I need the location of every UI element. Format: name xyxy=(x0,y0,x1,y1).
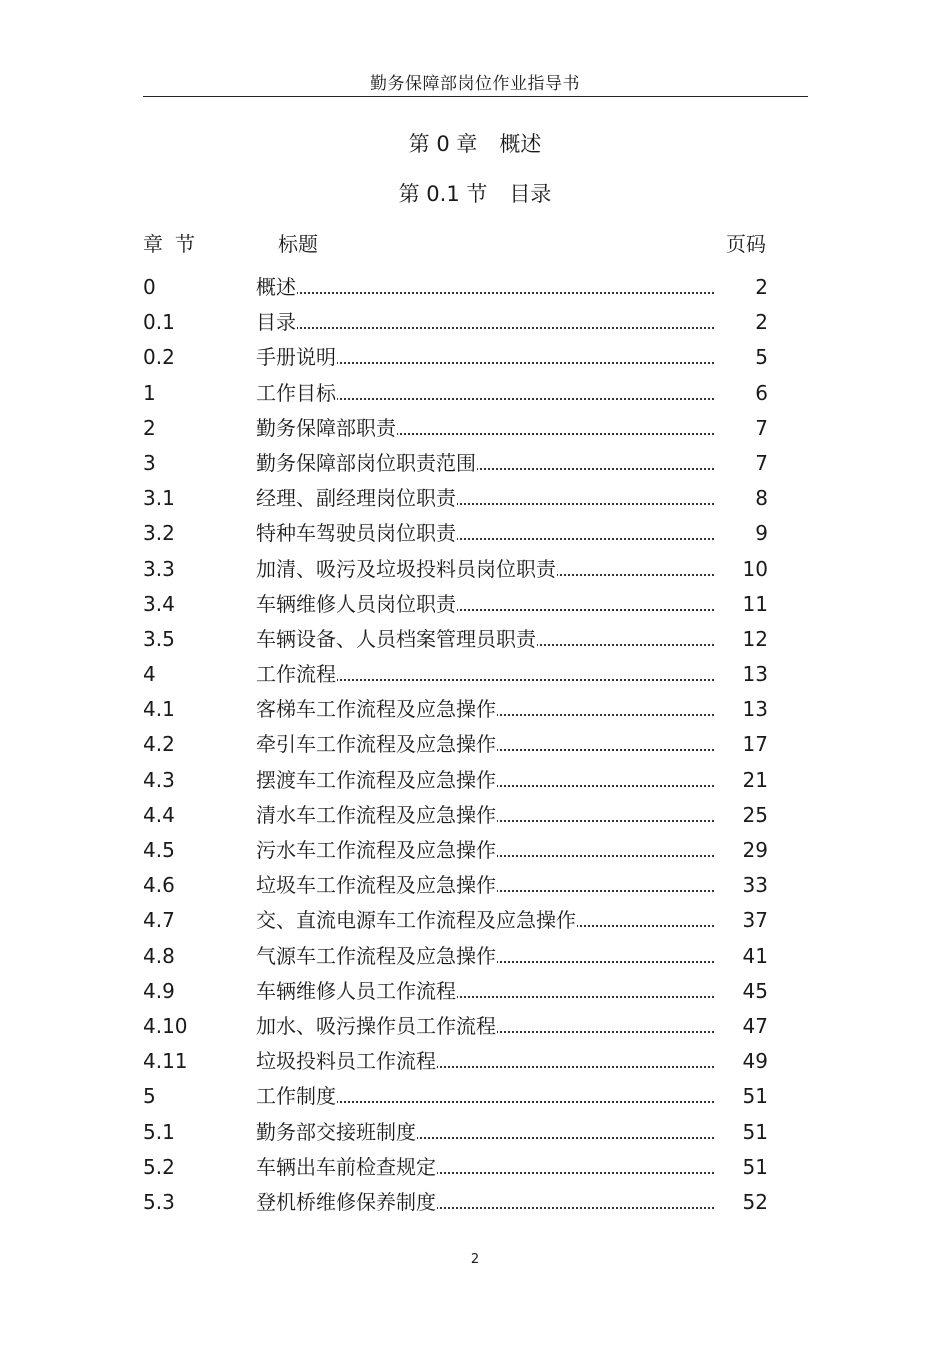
toc-entry-page: 10 xyxy=(742,556,768,581)
toc-entry-page: 5 xyxy=(755,345,768,370)
toc-entry-title: 手册说明 xyxy=(256,345,336,370)
toc-entry-title-cell xyxy=(256,518,714,548)
toc-entry-number: 0 xyxy=(143,275,156,299)
toc-entry-title-cell xyxy=(256,307,714,337)
toc-entry-title: 勤务保障部岗位职责范围 xyxy=(256,450,476,475)
toc-entry-title: 客梯车工作流程及应急操作 xyxy=(256,697,496,722)
toc-entry[interactable] xyxy=(143,1011,783,1046)
toc-entry-number: 5 xyxy=(143,1084,156,1109)
toc-entry-page: 29 xyxy=(742,838,768,862)
toc-entry[interactable] xyxy=(143,1081,783,1116)
toc-entry-title: 交、直流电源车工作流程及应急操作 xyxy=(256,908,576,933)
toc-entry[interactable] xyxy=(143,659,783,694)
toc-entry-title: 概述 xyxy=(256,275,296,299)
toc-entry-title: 勤务部交接班制度 xyxy=(256,1119,416,1144)
toc-entry-title: 加水、吸污操作员工作流程 xyxy=(256,1013,496,1038)
toc-entry-number: 4.1 xyxy=(143,697,175,722)
toc-entry-title-cell xyxy=(256,941,714,971)
toc-entry-title-cell xyxy=(256,835,714,865)
toc-entry-title-cell xyxy=(256,1081,714,1111)
toc-entry-page: 51 xyxy=(742,1084,768,1109)
toc-entry-title-cell xyxy=(256,1117,714,1147)
toc-entry-title: 特种车驾驶员岗位职责 xyxy=(256,521,456,546)
toc-entry-number: 4.5 xyxy=(143,838,175,862)
toc-entry-page: 25 xyxy=(742,802,768,827)
toc-entry-number: 0.1 xyxy=(143,310,175,335)
toc-entry[interactable] xyxy=(143,342,783,377)
toc-entry[interactable] xyxy=(143,1117,783,1152)
toc-entry[interactable] xyxy=(143,870,783,905)
toc-entry-title-cell xyxy=(256,1011,714,1041)
toc-entry-page: 13 xyxy=(742,697,768,722)
toc-entry-page: 45 xyxy=(742,978,768,1003)
toc-entry[interactable] xyxy=(143,905,783,940)
toc-entry[interactable] xyxy=(143,448,783,483)
dot-leader xyxy=(256,292,714,294)
toc-entry[interactable] xyxy=(143,589,783,624)
toc-entry[interactable] xyxy=(143,835,783,870)
toc-entry-page: 9 xyxy=(755,521,768,546)
toc-entry[interactable] xyxy=(143,272,783,307)
toc-entry-title: 车辆出车前检查规定 xyxy=(256,1154,436,1179)
chapter-title xyxy=(0,128,950,158)
toc-entry-page: 52 xyxy=(742,1189,768,1214)
toc-entry-page: 41 xyxy=(742,943,768,968)
toc-entry-title-cell xyxy=(256,976,714,1006)
toc-entry-title: 摆渡车工作流程及应急操作 xyxy=(256,767,496,792)
toc-entry-number: 4.6 xyxy=(143,873,175,898)
toc-entry-page: 11 xyxy=(742,591,768,616)
toc-entry-title-cell xyxy=(256,483,714,513)
toc-entry[interactable] xyxy=(143,378,783,413)
toc-entry-page: 2 xyxy=(755,310,768,335)
toc-entry-title-cell xyxy=(256,272,714,302)
toc-entry-page: 33 xyxy=(742,873,768,898)
toc-entry-title: 车辆设备、人员档案管理员职责 xyxy=(256,626,536,651)
toc-entry-number: 4.10 xyxy=(143,1013,188,1038)
toc-entry-number: 4.4 xyxy=(143,802,175,827)
toc-entry-page: 6 xyxy=(755,380,768,405)
toc-entry[interactable] xyxy=(143,483,783,518)
chapter-label: 第 0 章 xyxy=(408,132,478,156)
toc-entry-title: 目录 xyxy=(256,310,296,335)
toc-entry-title: 工作制度 xyxy=(256,1084,336,1109)
toc-entry-title: 经理、副经理岗位职责 xyxy=(256,486,456,511)
toc-entry[interactable] xyxy=(143,694,783,729)
toc-entry-page: 13 xyxy=(742,662,768,687)
toc-entry-title-cell xyxy=(256,1187,714,1217)
toc-entry-page: 8 xyxy=(755,486,768,511)
toc-entry-number: 4.3 xyxy=(143,767,175,792)
dot-leader xyxy=(256,327,714,329)
toc-entry-number: 5.3 xyxy=(143,1189,175,1214)
toc-entry[interactable] xyxy=(143,518,783,553)
toc-entry[interactable] xyxy=(143,554,783,589)
toc-entry-number: 5.1 xyxy=(143,1119,175,1144)
toc-entry-title-cell xyxy=(256,659,714,689)
toc-entry-number: 3.5 xyxy=(143,626,175,651)
section-name: 目录 xyxy=(509,182,552,206)
toc-entry[interactable] xyxy=(143,765,783,800)
toc-entry-number: 3.2 xyxy=(143,521,175,546)
toc-entry-title: 污水车工作流程及应急操作 xyxy=(256,838,496,862)
toc-entry-title-cell xyxy=(256,870,714,900)
toc-entry-title: 工作目标 xyxy=(256,380,336,405)
toc-entry-title-cell xyxy=(256,624,714,654)
toc-entry-title-cell xyxy=(256,765,714,795)
toc-entry-title: 勤务保障部职责 xyxy=(256,415,396,440)
toc-entry-page: 37 xyxy=(742,908,768,933)
toc-entry-title: 工作流程 xyxy=(256,662,336,687)
toc-entry-title-cell xyxy=(256,448,714,478)
section-label: 第 0.1 节 xyxy=(398,182,488,206)
toc-entry-number: 1 xyxy=(143,380,156,405)
toc-entry-title-cell xyxy=(256,342,714,372)
toc-entry-title-cell xyxy=(256,554,714,584)
toc-entry-title: 清水车工作流程及应急操作 xyxy=(256,802,496,827)
toc-entry-number: 3.3 xyxy=(143,556,175,581)
toc-entry-title-cell xyxy=(256,729,714,759)
toc-entry-number: 4.2 xyxy=(143,732,175,757)
toc-entry-number: 3.1 xyxy=(143,486,175,511)
toc-entry-title-cell xyxy=(256,589,714,619)
toc-entry-title: 垃圾车工作流程及应急操作 xyxy=(256,873,496,898)
toc-entry-title-cell xyxy=(256,378,714,408)
toc-entry-number: 5.2 xyxy=(143,1154,175,1179)
table-of-contents xyxy=(143,272,783,1222)
chapter-name: 概述 xyxy=(499,132,542,156)
toc-entry-page: 7 xyxy=(755,450,768,475)
toc-entry[interactable] xyxy=(143,800,783,835)
toc-entry-page: 2 xyxy=(755,275,768,299)
toc-entry-number: 4 xyxy=(143,662,156,687)
toc-entry[interactable] xyxy=(143,976,783,1011)
toc-entry-page: 51 xyxy=(742,1119,768,1144)
toc-entry-title: 加清、吸污及垃圾投料员岗位职责 xyxy=(256,556,556,581)
toc-entry-number: 4.11 xyxy=(143,1049,188,1074)
toc-entry-page: 49 xyxy=(742,1049,768,1074)
toc-entry-title-cell xyxy=(256,1046,714,1076)
toc-entry-title: 车辆维修人员工作流程 xyxy=(256,978,456,1003)
toc-entry-number: 0.2 xyxy=(143,345,175,370)
toc-entry-title-cell xyxy=(256,800,714,830)
toc-entry[interactable] xyxy=(143,1187,783,1222)
toc-entry[interactable] xyxy=(143,413,783,448)
toc-entry-number: 4.8 xyxy=(143,943,175,968)
toc-entry-title-cell xyxy=(256,413,714,443)
toc-entry-title: 牵引车工作流程及应急操作 xyxy=(256,732,496,757)
toc-entry-title-cell xyxy=(256,905,714,935)
toc-entry-page: 7 xyxy=(755,415,768,440)
column-header-chapter: 章节 xyxy=(143,232,207,256)
toc-entry[interactable] xyxy=(143,941,783,976)
toc-entry[interactable] xyxy=(143,624,783,659)
toc-entry-page: 12 xyxy=(742,626,768,651)
page-number: 2 xyxy=(470,1252,480,1267)
toc-entry[interactable] xyxy=(143,1046,783,1081)
toc-entry[interactable] xyxy=(143,307,783,342)
toc-entry-title-cell xyxy=(256,694,714,724)
toc-entry-title: 气源车工作流程及应急操作 xyxy=(256,943,496,968)
toc-entry-page: 17 xyxy=(742,732,768,757)
column-header-page: 页码 xyxy=(726,232,766,256)
toc-entry-number: 4.9 xyxy=(143,978,175,1003)
toc-entry-page: 47 xyxy=(742,1013,768,1038)
toc-entry-number: 4.7 xyxy=(143,908,175,933)
header-rule xyxy=(143,96,808,97)
toc-entry-title: 垃圾投料员工作流程 xyxy=(256,1049,436,1074)
column-header-title: 标题 xyxy=(278,232,318,256)
toc-entry-page: 51 xyxy=(742,1154,768,1179)
section-title xyxy=(0,178,950,208)
toc-entry-number: 3 xyxy=(143,450,156,475)
toc-entry-number: 2 xyxy=(143,415,156,440)
toc-entry-title: 车辆维修人员岗位职责 xyxy=(256,591,456,616)
running-header: 勤务保障部岗位作业指导书 xyxy=(370,74,580,94)
toc-entry[interactable] xyxy=(143,1152,783,1187)
toc-entry-page: 21 xyxy=(742,767,768,792)
toc-entry-title: 登机桥维修保养制度 xyxy=(256,1189,436,1214)
toc-entry[interactable] xyxy=(143,729,783,764)
toc-entry-title-cell xyxy=(256,1152,714,1182)
toc-entry-number: 3.4 xyxy=(143,591,175,616)
